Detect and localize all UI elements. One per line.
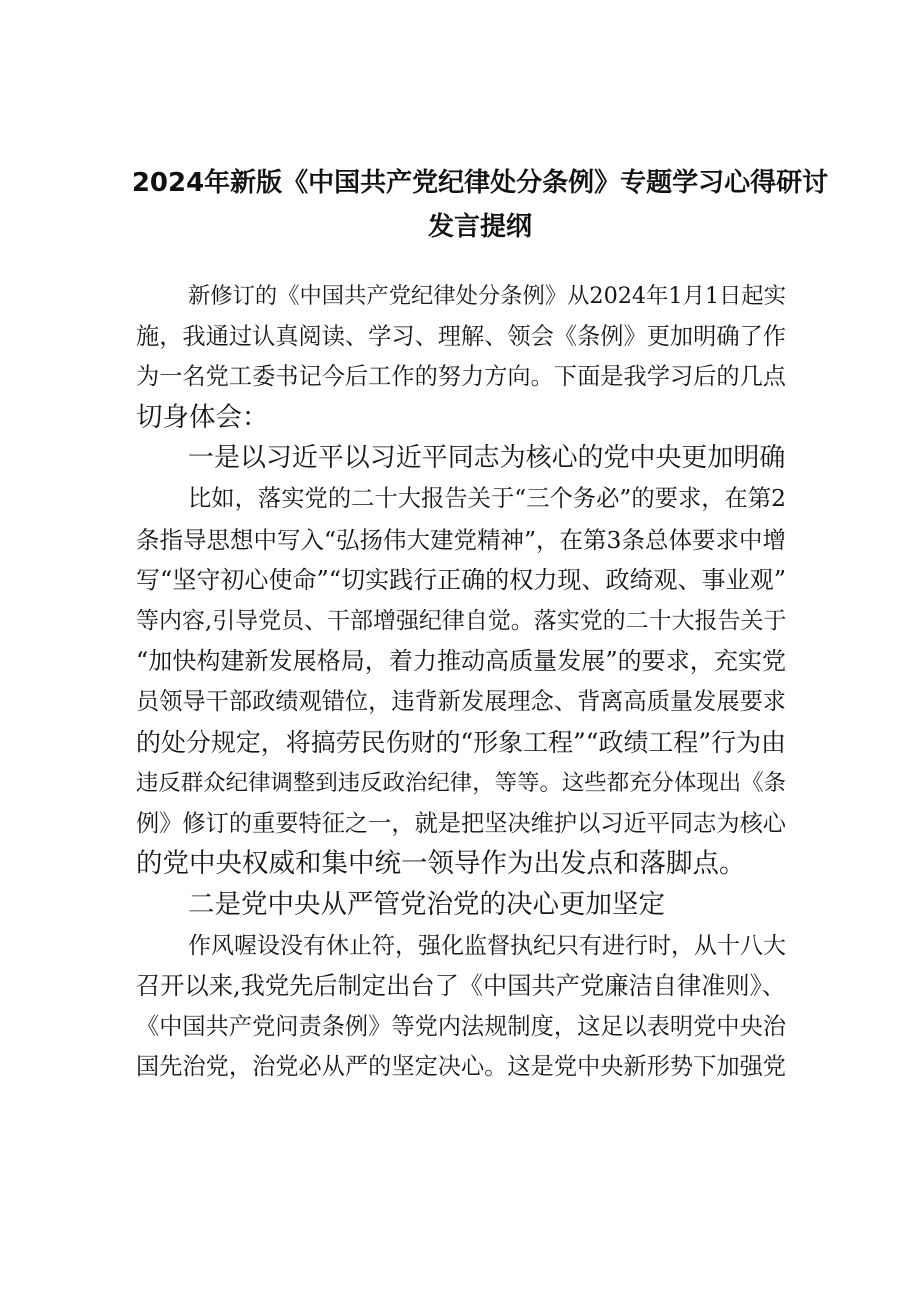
body-line: 一是以习近平以习近平同志为核心的党中央更加明确 (188, 443, 786, 474)
body-line: 二是党中央从严管党治党的决心更加坚定 (188, 889, 665, 920)
body-line: 的处分规定，将搞劳民伤财的“形象工程”“政绩工程”行为由 (136, 727, 786, 757)
body-line: 作风喔设没有休止符，强化监督执纪只有进行时，从十八大 (188, 932, 786, 959)
body-line: 国先治党，治党必从严的坚定决心。这是党中央新形势下加强党 (136, 1053, 786, 1081)
body-line: 为一名党工委书记今后工作的努力方向。下面是我学习后的几点 (136, 363, 786, 391)
body-line: 比如，落实党的二十大报告关于“三个务必”的要求，在第2 (188, 485, 786, 512)
body-line: “加快构建新发展格局，着力推动高质量发展”的要求，充实党 (136, 647, 786, 676)
body-line: 违反群众纪律调整到违反政治纪律，等等。这些都充分体现出《条 (136, 770, 786, 797)
body-line: 施，我通过认真阅读、学习、理解、领会《条例》更加明确了作 (136, 322, 786, 350)
body-line: 《中国共产党问责条例》等党内法规制度，这足以表明党中央治 (136, 1012, 786, 1040)
body-line: 新修订的《中国共产党纪律处分条例》从2024年1月1日起实 (188, 283, 786, 309)
body-line: 等内容,引导党员、干部增强纪律自觉。落实党的二十大报告关于 (136, 607, 787, 634)
document-title-line-2: 发言提纲 (427, 212, 532, 242)
body-line: 例》修订的重要特征之一，就是把坚决维护以习近平同志为核心 (136, 809, 786, 837)
body-line: 召开以来,我党先后制定出台了《中国共产党廉洁自律准则》、 (136, 972, 786, 1001)
document-title-line-1: 2024年新版《中国共产党纪律处分条例》专题学习心得研讨 (131, 168, 829, 198)
body-line: 的党中央权威和集中统一领导作为出发点和落脚点。 (136, 848, 746, 880)
body-line: 切身体会： (136, 401, 269, 433)
body-line: 写“坚守初心使命”“切实践行正确的权力现、政绮观、事业观” (136, 566, 786, 595)
body-line: 员领导干部政绩观错位，违背新发展理念、背离高质量发展要求 (136, 688, 786, 715)
body-line: 条指导思想中写入“弘扬伟大建党精神”，在第3条总体要求中增 (136, 525, 786, 554)
